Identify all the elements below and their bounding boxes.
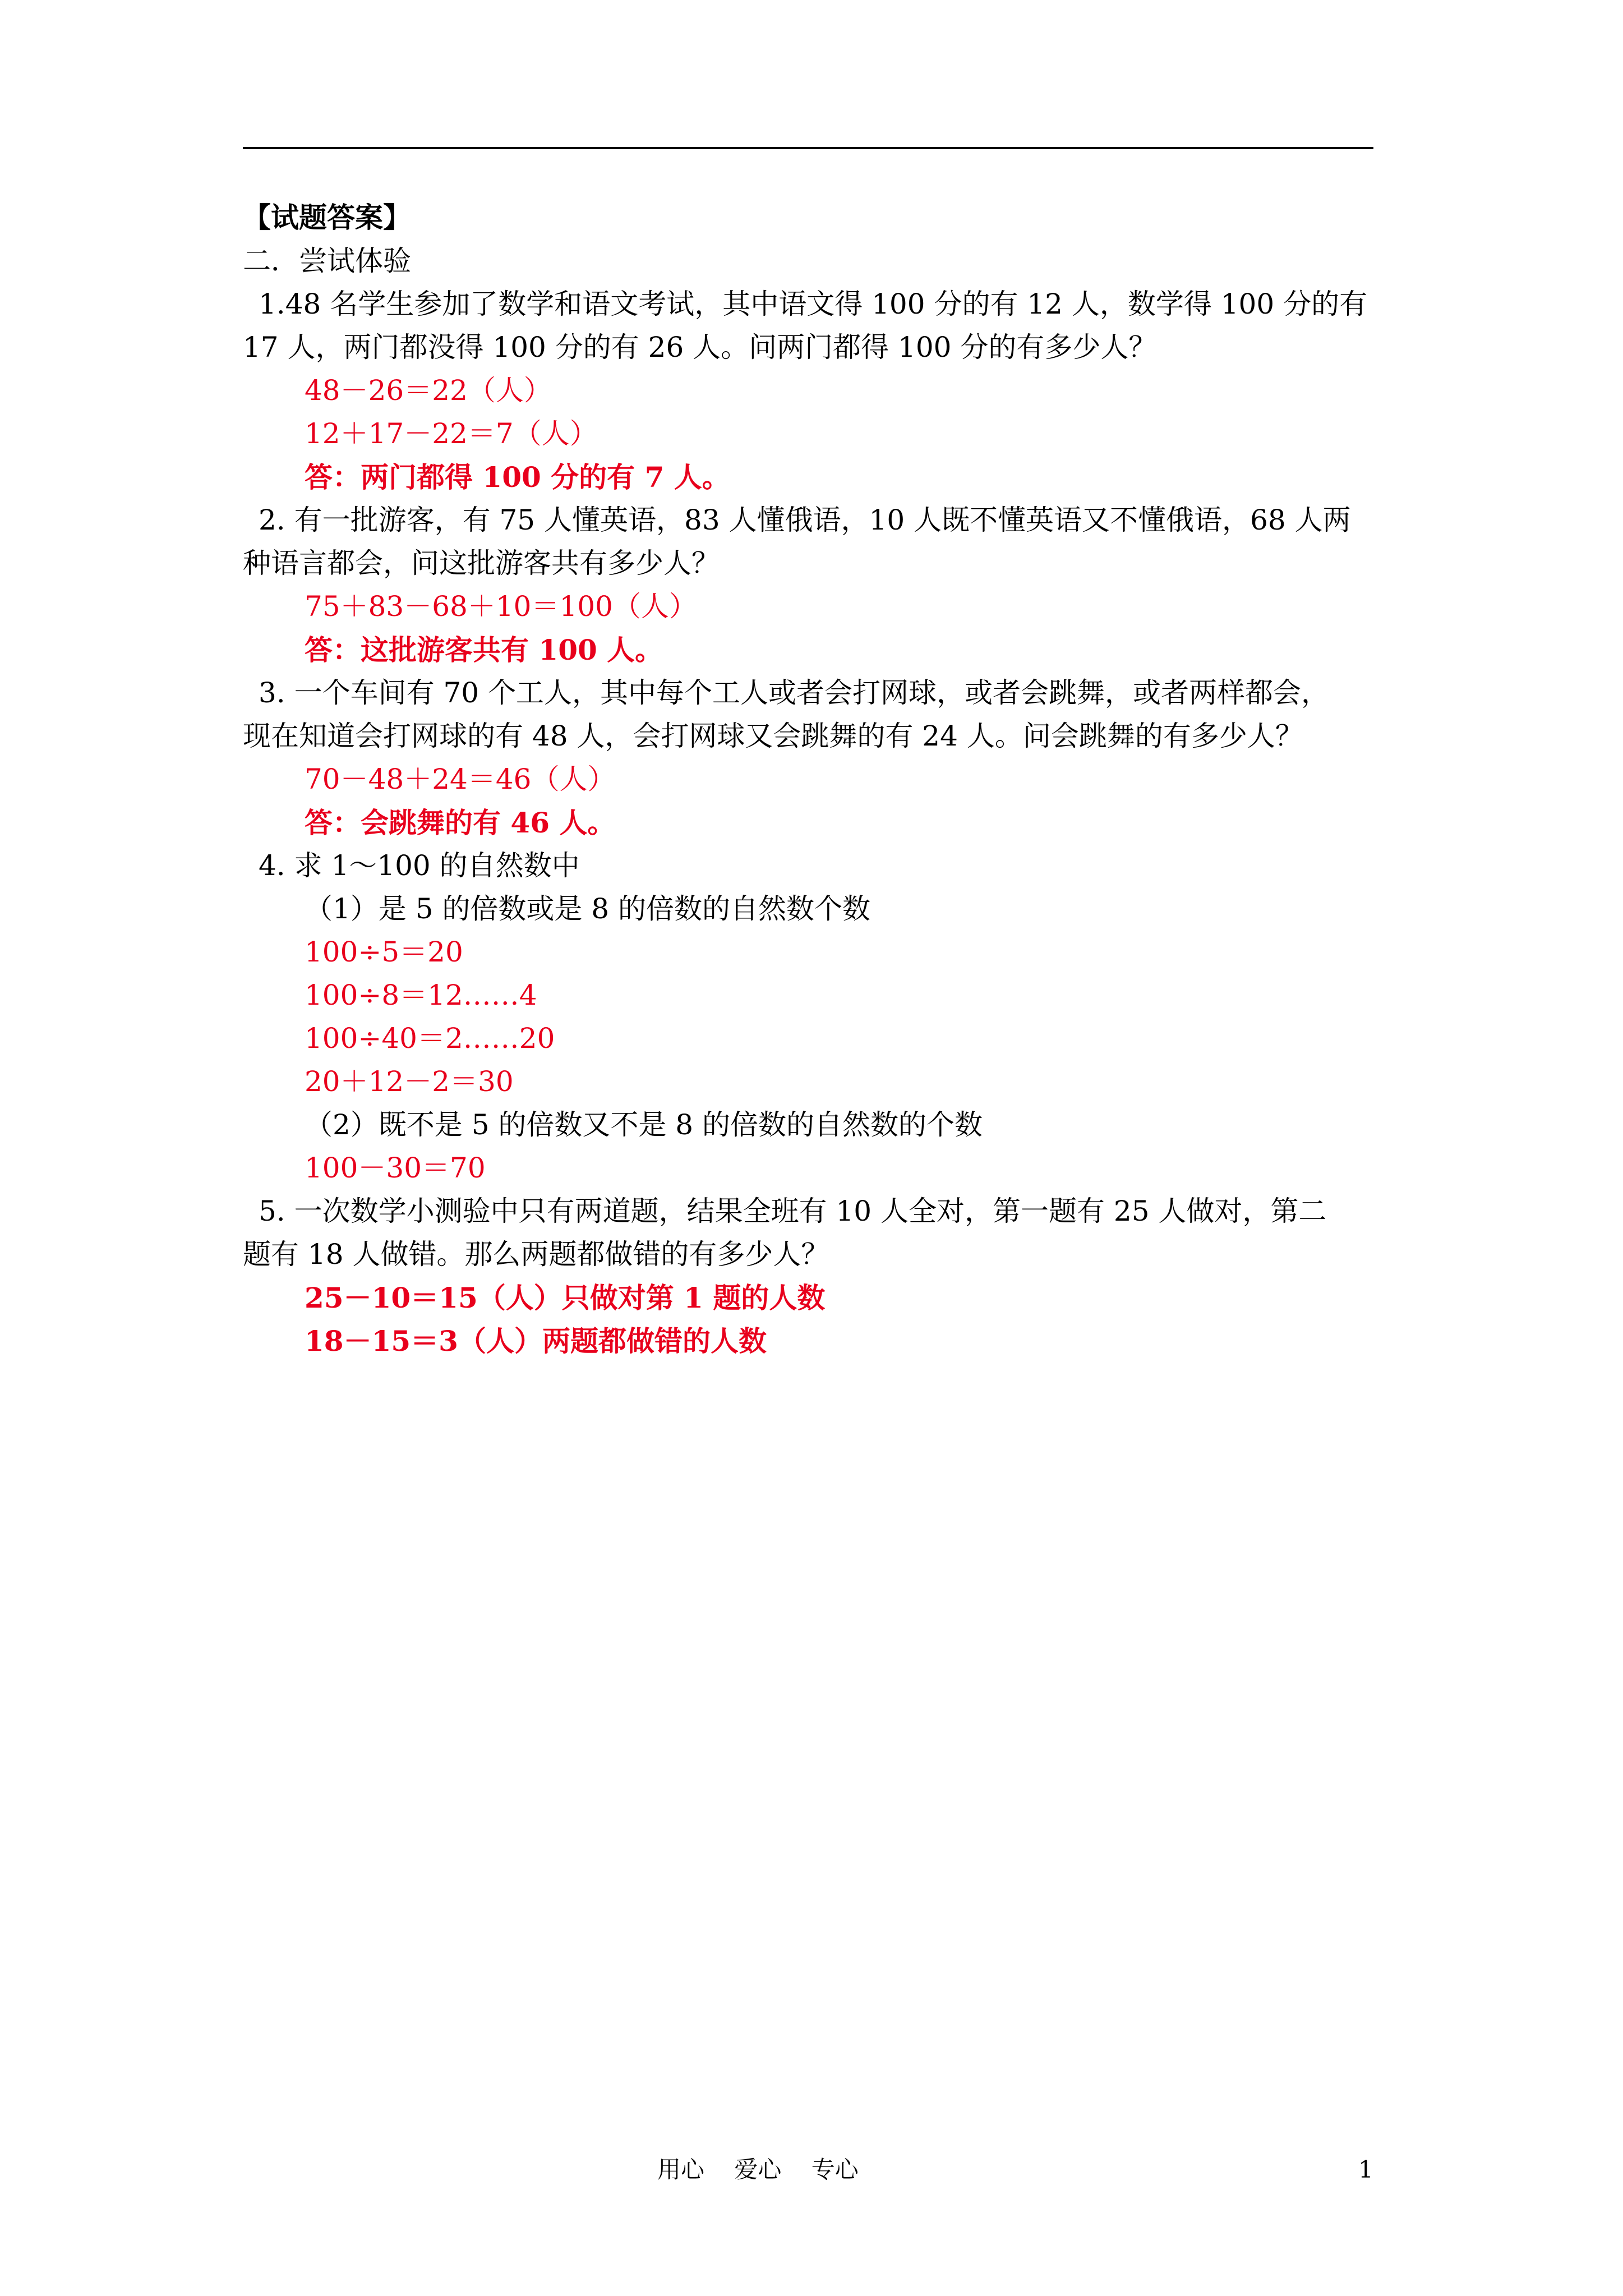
- answer-3-conclusion: 答：会跳舞的有 46 人。: [305, 806, 616, 839]
- answer-2-step-1: 75＋83－68＋10＝100（人）: [305, 590, 697, 623]
- page-number: 1: [1358, 2156, 1373, 2183]
- footer-motto: 用心 爱心 专心: [657, 2156, 859, 2183]
- answer-3-step-1: 70－48＋24＝46（人）: [305, 763, 616, 795]
- answer-5-step-2: 18－15＝3（人）两题都做错的人数: [305, 1324, 767, 1358]
- section-heading: 二．尝试体验: [243, 245, 411, 277]
- answer-4-step-2: 100÷8＝12……4: [305, 979, 537, 1011]
- question-5-line-2: 题有 18 人做错。那么两题都做错的有多少人？: [243, 1238, 829, 1271]
- header-rule: [243, 147, 1373, 149]
- answer-title: 【试题答案】: [243, 201, 411, 234]
- answer-1-conclusion: 答：两门都得 100 分的有 7 人。: [305, 461, 730, 494]
- question-1-line-1: 1.48 名学生参加了数学和语文考试，其中语文得 100 分的有 12 人，数学得 100 分的有: [259, 288, 1368, 320]
- question-4-sub-2: （2）既不是 5 的倍数又不是 8 的倍数的自然数的个数: [305, 1108, 983, 1141]
- answer-1-step-1: 48－26＝22（人）: [305, 374, 552, 407]
- document-body: [243, 196, 1373, 1363]
- answer-4-step-4: 20＋12－2＝30: [305, 1065, 514, 1098]
- question-3-line-1: 3. 一个车间有 70 个工人，其中每个工人或者会打网球，或者会跳舞，或者两样都会，: [259, 677, 1330, 709]
- answer-1-step-2: 12＋17－22＝7（人）: [305, 417, 598, 450]
- answer-5-step-1: 25－10＝15（人）只做对第 1 题的人数: [305, 1281, 826, 1314]
- question-2-line-1: 2. 有一批游客，有 75 人懂英语，83 人懂俄语，10 人既不懂英语又不懂俄语，68 人两: [259, 504, 1351, 536]
- answer-4-step-5: 100－30＝70: [305, 1152, 486, 1184]
- answer-4-step-1: 100÷5＝20: [305, 936, 463, 968]
- question-4-line-1: 4. 求 1～100 的自然数中: [259, 849, 580, 882]
- question-5-line-1: 5. 一次数学小测验中只有两道题，结果全班有 10 人全对，第一题有 25 人做对，第二: [259, 1195, 1327, 1227]
- question-3-line-2: 现在知道会打网球的有 48 人，会打网球又会跳舞的有 24 人。问会跳舞的有多少人？: [243, 720, 1303, 752]
- question-4-sub-1: （1）是 5 的倍数或是 8 的倍数的自然数个数: [305, 892, 871, 925]
- answer-2-conclusion: 答：这批游客共有 100 人。: [305, 633, 663, 666]
- question-1-line-2: 17 人，两门都没得 100 分的有 26 人。问两门都得 100 分的有多少人？: [243, 331, 1157, 364]
- question-2-line-2: 种语言都会，问这批游客共有多少人？: [243, 547, 720, 579]
- answer-4-step-3: 100÷40＝2……20: [305, 1022, 555, 1055]
